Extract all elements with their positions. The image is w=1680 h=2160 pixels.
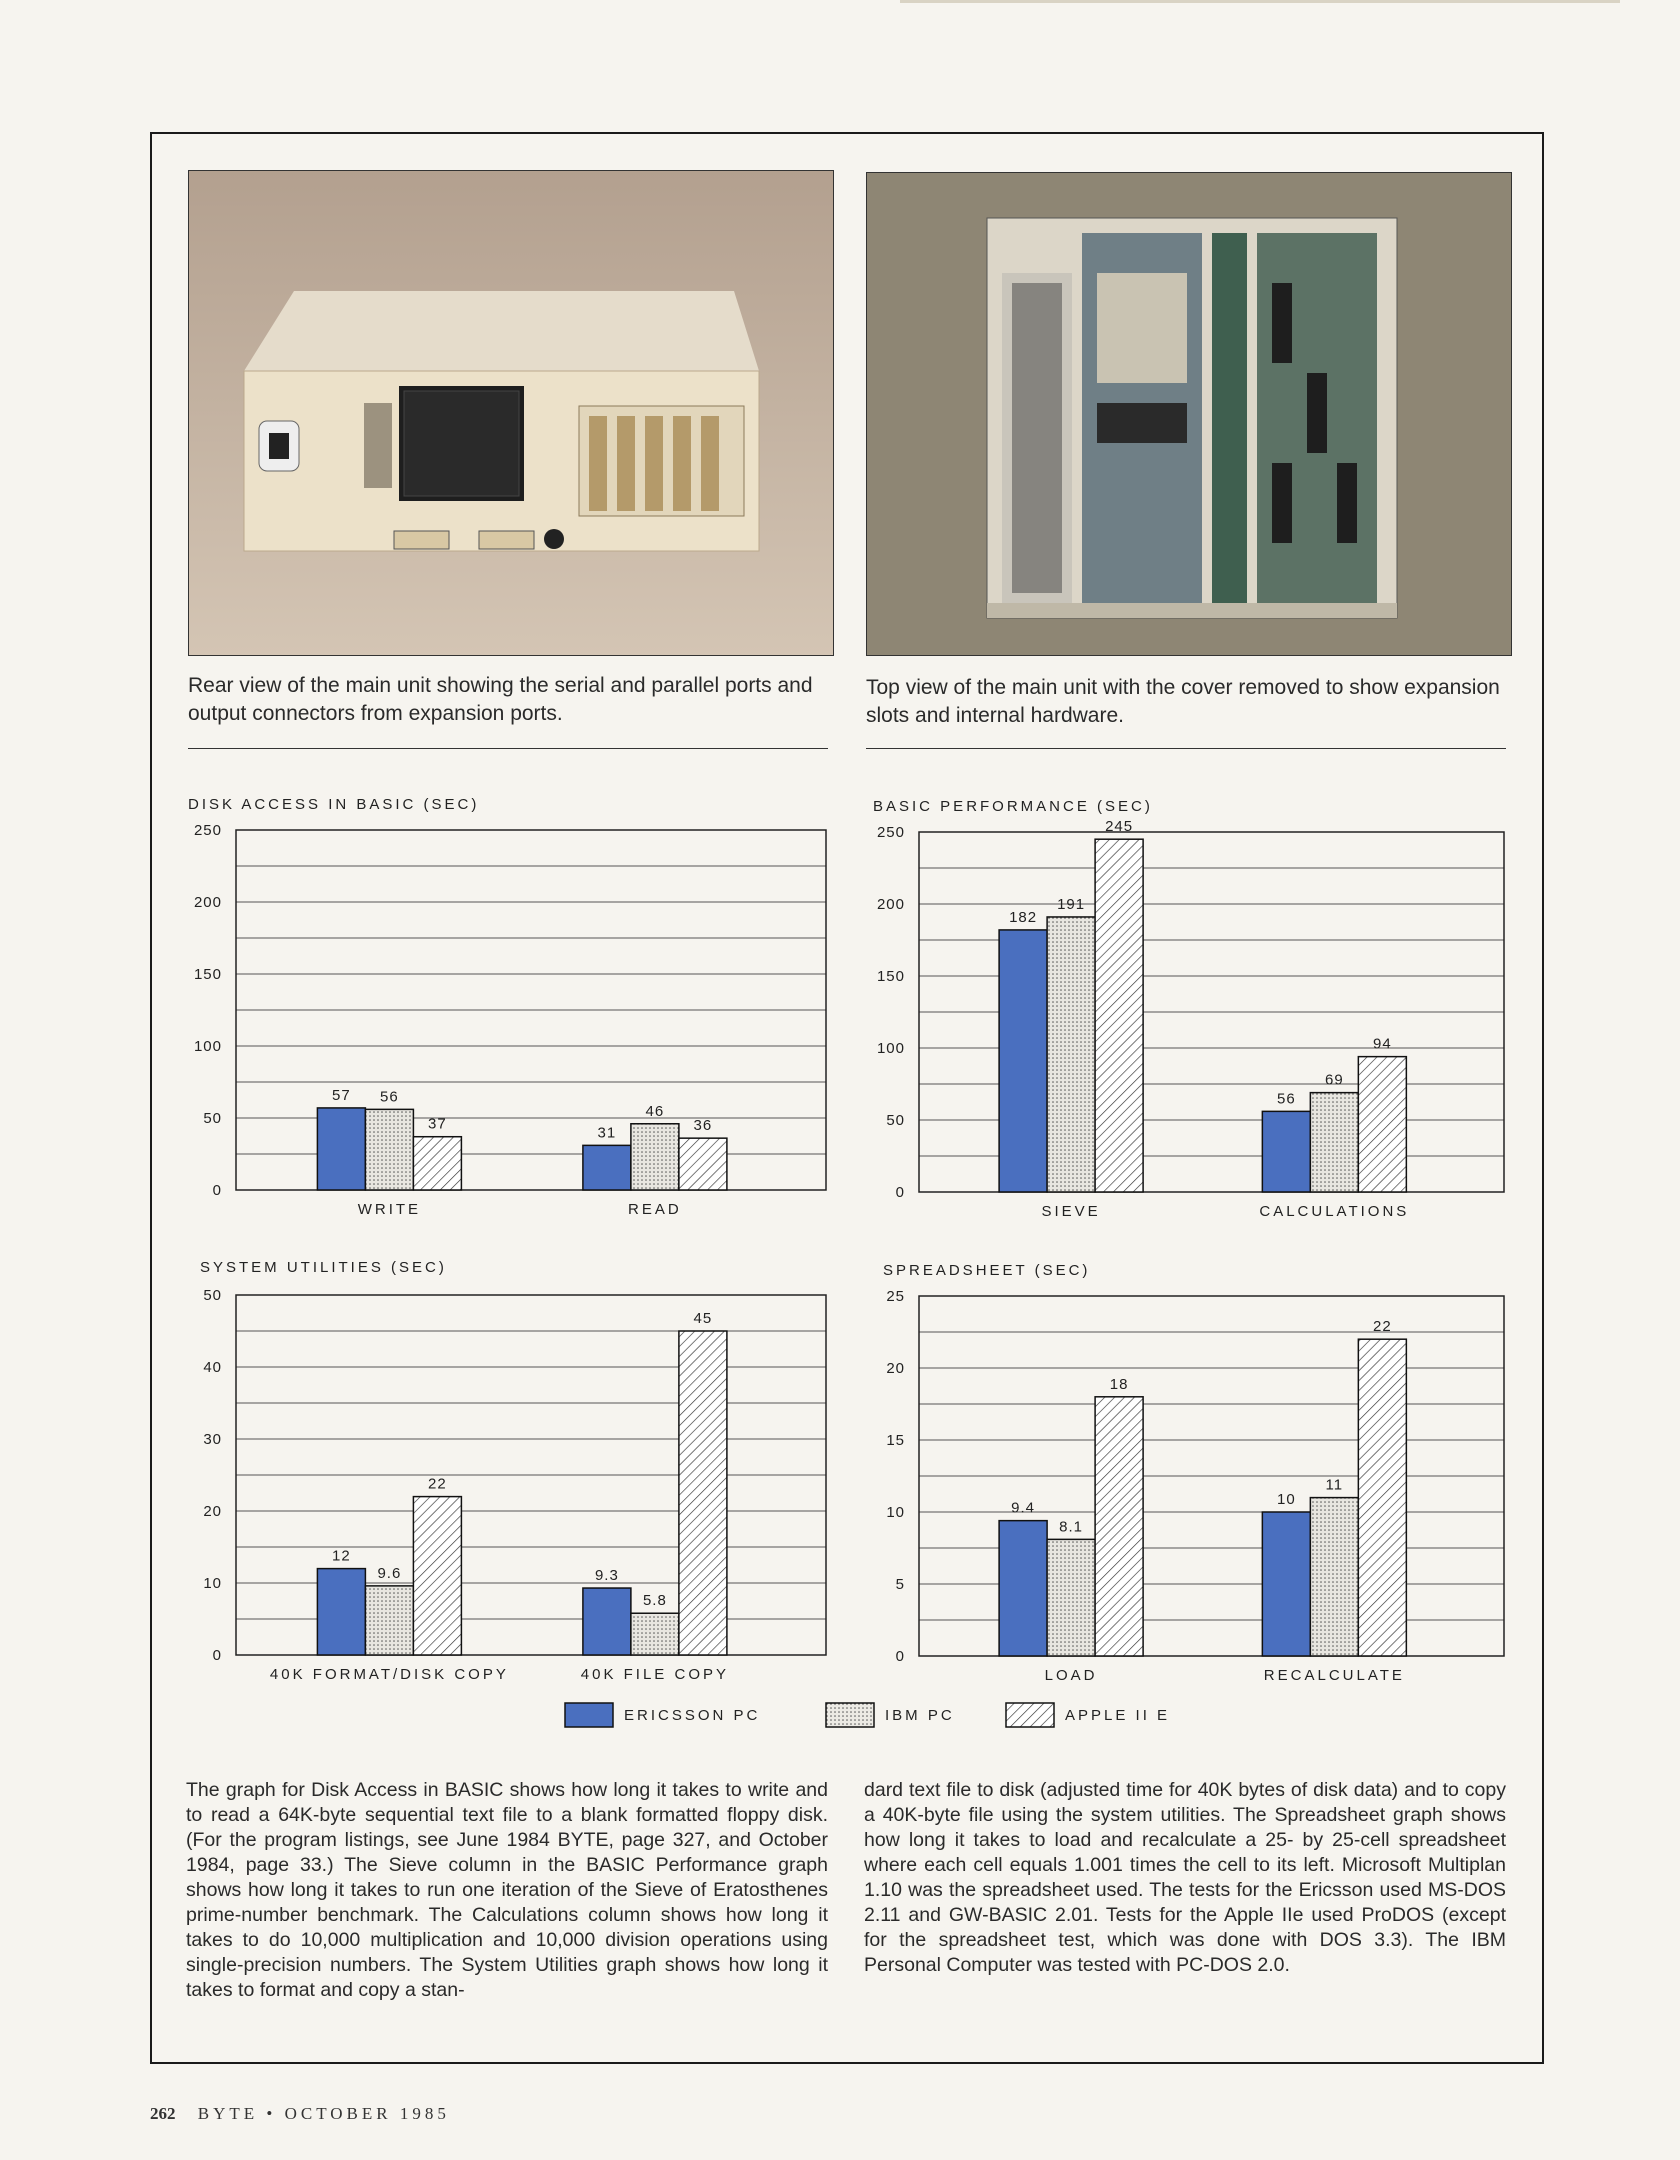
y-tick-label: 5 (895, 1576, 905, 1593)
data-label: 22 (1373, 1318, 1392, 1336)
data-label: 31 (597, 1124, 617, 1142)
data-label: 12 (332, 1547, 351, 1565)
bar-ibm (1047, 1539, 1095, 1656)
bar-apple (413, 1497, 461, 1655)
chart-legend (560, 1700, 1280, 1730)
data-label: 9.6 (377, 1564, 402, 1582)
data-label: 8.1 (1059, 1518, 1084, 1536)
bar-apple (679, 1138, 727, 1190)
y-tick-label: 200 (876, 896, 905, 913)
bar-apple (413, 1137, 461, 1190)
y-tick-label: 200 (193, 894, 222, 911)
data-label: 18 (1109, 1375, 1129, 1393)
chart-title-disk-access: DISK ACCESS IN BASIC (SEC) (188, 796, 480, 813)
y-tick-label: 250 (193, 822, 222, 839)
y-tick-label: 40 (203, 1359, 222, 1376)
y-tick-label: 0 (212, 1182, 222, 1199)
y-tick-label: 25 (886, 1288, 905, 1305)
category-label: READ (628, 1201, 682, 1218)
chart-svg (859, 818, 1524, 1232)
y-tick-label: 0 (895, 1648, 905, 1665)
y-tick-label: 50 (886, 1112, 905, 1129)
bar-ericsson (317, 1108, 365, 1190)
y-tick-label: 150 (876, 968, 905, 985)
data-label: 94 (1373, 1035, 1392, 1053)
y-tick-label: 10 (886, 1504, 905, 1521)
chart-title-system-utilities: SYSTEM UTILITIES (SEC) (200, 1259, 447, 1276)
legend-swatch-ericsson (564, 1702, 614, 1728)
y-tick-label: 15 (886, 1432, 905, 1449)
data-label: 10 (1277, 1491, 1296, 1508)
body-text-right: dard text file to disk (adjusted time for 40K bytes of disk data) and to copy a 40K-byte file using the system utilities. The Spreadsheet graph shows how long it takes to load and recalculate a 25- by 25-cell spreadsheet where each cell equals 1.001 times the cell to its left. Microsoft Multiplan 1.10 was the spreadsheet used. The tests for the Ericsson used MS-DOS 2.11 and GW-BASIC 2.01. Tests for the Apple IIe used ProDOS (except for the spreadsheet test, which was done with DOS 3.3). The IBM Personal Computer was tested with PC-DOS 2.0. (864, 1779, 1506, 1976)
bar-ericsson (999, 930, 1047, 1192)
data-label: 56 (1277, 1090, 1296, 1108)
y-tick-label: 0 (895, 1184, 905, 1201)
y-tick-label: 100 (876, 1040, 905, 1057)
legend-label-ericsson: ERICSSON PC (624, 1706, 761, 1724)
bar-ericsson (583, 1145, 631, 1190)
chart-title-spreadsheet: SPREADSHEET (SEC) (883, 1262, 1091, 1279)
rear-view-photo (188, 170, 834, 656)
data-label: 37 (428, 1115, 447, 1133)
page-number: 262 (150, 2104, 176, 2123)
data-label: 9.3 (594, 1567, 619, 1585)
bar-apple (1095, 1397, 1143, 1656)
y-tick-label: 0 (212, 1647, 222, 1664)
data-label: 22 (428, 1475, 447, 1493)
data-label: 191 (1057, 895, 1086, 913)
bar-ibm (631, 1124, 679, 1190)
y-tick-label: 100 (193, 1038, 222, 1055)
bar-ericsson (1262, 1111, 1310, 1192)
category-label: CALCULATIONS (1259, 1203, 1410, 1220)
bar-apple (1358, 1057, 1406, 1192)
category-label: LOAD (1044, 1667, 1098, 1684)
top-edge-line (900, 0, 1620, 3)
legend-swatch-apple (1005, 1702, 1055, 1728)
category-label: 40K FORMAT/DISK COPY (269, 1666, 509, 1683)
legend-label-apple: APPLE II E (1065, 1706, 1171, 1724)
bar-ibm (365, 1109, 413, 1190)
bar-ibm (365, 1586, 413, 1655)
y-tick-label: 10 (203, 1575, 222, 1592)
magazine-issue: BYTE • OCTOBER 1985 (197, 2104, 450, 2123)
bar-ericsson (583, 1588, 631, 1655)
y-tick-label: 30 (203, 1431, 222, 1448)
divider-left (188, 748, 828, 749)
data-label: 57 (332, 1086, 351, 1104)
category-label: RECALCULATE (1263, 1667, 1405, 1684)
category-label: WRITE (357, 1201, 422, 1218)
bar-ibm (1310, 1093, 1358, 1192)
chart-svg (176, 1287, 846, 1695)
category-label: 40K FILE COPY (580, 1666, 730, 1683)
data-label: 69 (1325, 1071, 1344, 1089)
bar-ibm (1310, 1498, 1358, 1656)
y-tick-label: 20 (886, 1360, 905, 1377)
caption-right: Top view of the main unit with the cover removed to show expansion slots and internal hardware. (866, 676, 1500, 727)
y-tick-label: 150 (193, 966, 222, 983)
chart-svg (859, 1288, 1524, 1696)
data-label: 45 (693, 1310, 713, 1327)
bar-ibm (1047, 917, 1095, 1192)
data-label: 9.4 (1011, 1499, 1036, 1517)
y-tick-label: 50 (203, 1110, 222, 1127)
page-footer (150, 2104, 450, 2124)
top-view-photo (866, 172, 1512, 656)
data-label: 56 (380, 1088, 399, 1106)
data-label: 36 (693, 1117, 713, 1135)
data-label: 5.8 (642, 1592, 667, 1610)
bar-apple (1358, 1339, 1406, 1656)
y-tick-label: 20 (203, 1503, 222, 1520)
legend-swatch-ibm (825, 1702, 875, 1728)
legend-item-apple (1005, 1700, 1170, 1730)
data-label: 46 (645, 1102, 665, 1120)
chart-title-basic-performance: BASIC PERFORMANCE (SEC) (873, 798, 1153, 815)
bar-ericsson (317, 1569, 365, 1655)
body-text-left: The graph for Disk Access in BASIC shows how long it takes to write and to read a 64K-byte sequential text file to a blank formatted floppy disk. (For the program listings, see June 1984 BYTE, page 327, and October 1984, page 33.) The Sieve column in the BASIC Performance graph shows how long it takes to run one iteration of the Sieve of Eratosthenes prime-number benchmark. The Calculations column shows how long it takes to do 10,000 multiplication and 10,000 division operations using single-precision numbers. The System Utilities graph shows how long it takes to format and copy a stan- (186, 1779, 828, 2001)
y-tick-label: 250 (876, 824, 905, 841)
caption-left: Rear view of the main unit showing the serial and parallel ports and output connectors from expansion ports. (188, 674, 813, 725)
bar-ibm (631, 1613, 679, 1655)
data-label: 245 (1105, 818, 1134, 836)
chart-svg (176, 822, 846, 1230)
category-label: SIEVE (1041, 1203, 1101, 1220)
legend-item-ericsson (564, 1700, 760, 1730)
bar-ericsson (1262, 1512, 1310, 1656)
bar-apple (1095, 839, 1143, 1192)
y-tick-label: 50 (203, 1287, 222, 1304)
bar-apple (679, 1331, 727, 1655)
bar-ericsson (999, 1521, 1047, 1656)
divider-right (866, 748, 1506, 749)
legend-label-ibm: IBM PC (885, 1706, 955, 1724)
legend-item-ibm (825, 1700, 955, 1730)
data-label: 182 (1009, 908, 1038, 926)
data-label: 11 (1325, 1476, 1344, 1494)
